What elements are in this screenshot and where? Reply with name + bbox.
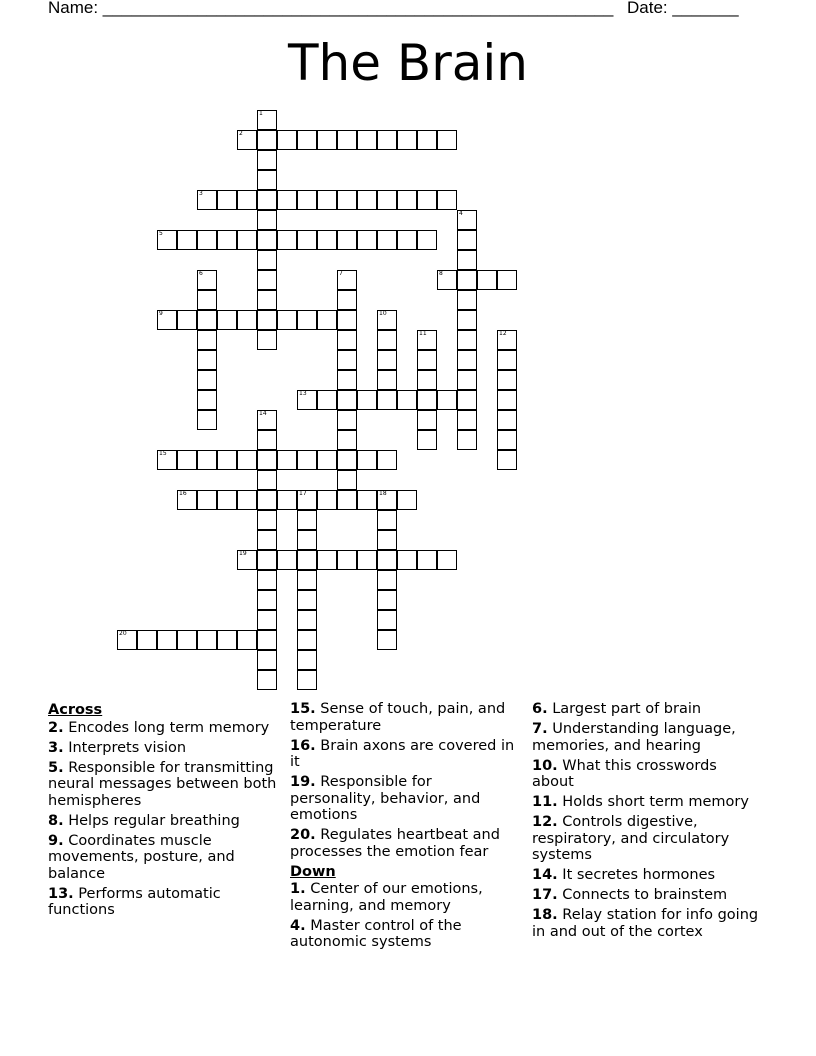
grid-cell[interactable] (177, 490, 197, 510)
grid-cell[interactable] (317, 450, 337, 470)
clue-item-text: What this crosswords about (532, 757, 717, 790)
grid-cell[interactable] (297, 650, 317, 670)
clue-item-text: Relay station for info going in and out of the cortex (532, 907, 759, 940)
grid-cell[interactable] (337, 410, 357, 430)
grid-cell[interactable] (257, 490, 277, 510)
clue-number: 11 (419, 330, 427, 337)
clue-number: 3 (199, 190, 203, 197)
grid-cell[interactable] (257, 210, 277, 230)
clue-column-2 (290, 701, 520, 954)
page-title: The Brain (288, 34, 528, 92)
clue-column-1 (48, 701, 278, 922)
grid-cell[interactable] (297, 570, 317, 590)
grid-cell[interactable] (317, 550, 337, 570)
clue-number: 10 (379, 310, 387, 317)
grid-cell[interactable] (277, 450, 297, 470)
grid-cell[interactable] (337, 230, 357, 250)
grid-cell[interactable] (377, 370, 397, 390)
clue-item-number: 13. (48, 885, 74, 902)
grid-cell[interactable] (197, 390, 217, 410)
clue-item-text: Brain axons are covered in it (290, 737, 515, 770)
clue-item-number: 15. (290, 701, 316, 717)
grid-cell[interactable] (397, 390, 417, 410)
clue-item-number: 14. (532, 867, 558, 883)
clue-item (290, 827, 520, 860)
grid-cell[interactable] (397, 550, 417, 570)
clue-number: 12 (499, 330, 507, 337)
grid-cell[interactable] (297, 630, 317, 650)
grid-cell[interactable] (437, 390, 457, 410)
grid-cell[interactable] (257, 670, 277, 690)
grid-cell[interactable] (277, 130, 297, 150)
grid-cell[interactable] (357, 230, 377, 250)
grid-cell[interactable] (497, 330, 517, 350)
clue-column-3 (532, 701, 762, 944)
clue-item-number: 11. (532, 794, 558, 810)
grid-cell[interactable] (337, 290, 357, 310)
grid-cell[interactable] (457, 370, 477, 390)
clue-item (290, 774, 520, 824)
grid-cell[interactable] (357, 390, 377, 410)
grid-cell[interactable] (357, 550, 377, 570)
grid-cell[interactable] (257, 470, 277, 490)
grid-cell[interactable] (157, 310, 177, 330)
grid-cell[interactable] (497, 350, 517, 370)
clue-number: 14 (259, 410, 267, 417)
clue-item (532, 867, 762, 884)
grid-cell[interactable] (277, 310, 297, 330)
clue-item-text: Responsible for transmitting neural messages between both hemispheres (48, 759, 277, 809)
grid-cell[interactable] (497, 270, 517, 290)
grid-cell[interactable] (217, 190, 237, 210)
clue-section-heading: Down (290, 863, 336, 880)
grid-cell[interactable] (497, 370, 517, 390)
clue-item-text: Encodes long term memory (68, 719, 270, 736)
clue-item-text: Helps regular breathing (68, 812, 240, 829)
grid-cell[interactable] (457, 290, 477, 310)
grid-cell[interactable] (377, 490, 397, 510)
grid-cell[interactable] (377, 590, 397, 610)
grid-cell[interactable] (237, 190, 257, 210)
grid-cell[interactable] (437, 130, 457, 150)
grid-cell[interactable] (257, 570, 277, 590)
grid-cell[interactable] (197, 230, 217, 250)
grid-cell[interactable] (377, 190, 397, 210)
grid-cell[interactable] (177, 230, 197, 250)
clue-item-number: 7. (532, 721, 548, 737)
grid-cell[interactable] (497, 430, 517, 450)
grid-cell[interactable] (417, 370, 437, 390)
grid-cell[interactable] (197, 350, 217, 370)
grid-cell[interactable] (257, 190, 277, 210)
grid-cell[interactable] (337, 430, 357, 450)
grid-cell[interactable] (237, 630, 257, 650)
grid-cell[interactable] (337, 270, 357, 290)
grid-cell[interactable] (237, 130, 257, 150)
grid-cell[interactable] (257, 130, 277, 150)
clue-item-text: Master control of the autonomic systems (290, 917, 462, 950)
grid-cell[interactable] (217, 490, 237, 510)
grid-cell[interactable] (477, 270, 497, 290)
grid-cell[interactable] (417, 190, 437, 210)
grid-cell[interactable] (457, 230, 477, 250)
clue-item-text: Controls digestive, respiratory, and circulatory systems (532, 814, 730, 863)
clue-item (48, 720, 278, 737)
clue-item-number: 2. (48, 719, 64, 736)
grid-cell[interactable] (377, 310, 397, 330)
grid-cell[interactable] (417, 350, 437, 370)
grid-cell[interactable] (257, 410, 277, 430)
grid-cell[interactable] (357, 450, 377, 470)
clue-number: 20 (119, 630, 127, 637)
grid-cell[interactable] (377, 570, 397, 590)
clue-item (532, 758, 762, 791)
clue-item-number: 8. (48, 812, 64, 829)
clue-item-number: 12. (532, 814, 558, 830)
grid-cell[interactable] (457, 250, 477, 270)
clue-item-number: 3. (48, 739, 64, 756)
clue-number: 15 (159, 450, 167, 457)
clue-number: 8 (439, 270, 443, 277)
grid-cell[interactable] (197, 190, 217, 210)
grid-cell[interactable] (377, 530, 397, 550)
clue-item (48, 833, 278, 883)
grid-cell[interactable] (337, 490, 357, 510)
grid-cell[interactable] (317, 310, 337, 330)
grid-cell[interactable] (457, 270, 477, 290)
grid-cell[interactable] (257, 290, 277, 310)
grid-cell[interactable] (117, 630, 137, 650)
grid-cell[interactable] (257, 450, 277, 470)
grid-cell[interactable] (237, 550, 257, 570)
clue-number: 2 (239, 130, 243, 137)
clue-item-number: 19. (290, 774, 316, 790)
grid-cell[interactable] (417, 550, 437, 570)
grid-cell[interactable] (257, 530, 277, 550)
grid-cell[interactable] (217, 450, 237, 470)
grid-cell[interactable] (277, 190, 297, 210)
clue-item-number: 16. (290, 737, 316, 754)
clue-item-number: 17. (532, 887, 558, 903)
grid-cell[interactable] (457, 330, 477, 350)
grid-cell[interactable] (257, 230, 277, 250)
grid-cell[interactable] (157, 630, 177, 650)
clue-item (532, 907, 762, 940)
clue-item-text: Interprets vision (68, 739, 187, 756)
grid-cell[interactable] (197, 630, 217, 650)
grid-cell[interactable] (177, 630, 197, 650)
clue-number: 9 (159, 310, 163, 317)
grid-cell[interactable] (197, 310, 217, 330)
grid-cell[interactable] (337, 450, 357, 470)
grid-cell[interactable] (197, 450, 217, 470)
clue-item-text: Understanding language, memories, and hearing (532, 721, 736, 754)
grid-cell[interactable] (277, 490, 297, 510)
grid-cell[interactable] (257, 430, 277, 450)
grid-cell[interactable] (377, 230, 397, 250)
grid-cell[interactable] (397, 190, 417, 210)
clue-item-text: Coordinates muscle movements, posture, and balance (48, 832, 235, 882)
clue-number: 4 (459, 210, 463, 217)
grid-cell[interactable] (457, 390, 477, 410)
grid-cell[interactable] (297, 590, 317, 610)
grid-cell[interactable] (437, 270, 457, 290)
grid-cell[interactable] (377, 390, 397, 410)
grid-cell[interactable] (337, 370, 357, 390)
grid-cell[interactable] (297, 510, 317, 530)
clue-item-number: 1. (290, 881, 306, 897)
grid-cell[interactable] (457, 430, 477, 450)
clue-item-number: 9. (48, 832, 64, 849)
clue-item (532, 721, 762, 754)
grid-cell[interactable] (377, 510, 397, 530)
grid-cell[interactable] (157, 450, 177, 470)
grid-cell[interactable] (337, 190, 357, 210)
grid-cell[interactable] (357, 490, 377, 510)
grid-cell[interactable] (357, 190, 377, 210)
grid-cell[interactable] (417, 330, 437, 350)
clue-item (290, 881, 520, 914)
grid-cell[interactable] (377, 550, 397, 570)
clue-number: 13 (299, 390, 307, 397)
grid-cell[interactable] (497, 390, 517, 410)
grid-cell[interactable] (317, 490, 337, 510)
grid-cell[interactable] (197, 370, 217, 390)
grid-cell[interactable] (257, 650, 277, 670)
grid-cell[interactable] (377, 130, 397, 150)
grid-cell[interactable] (237, 310, 257, 330)
grid-cell[interactable] (257, 110, 277, 130)
date-field-label[interactable]: Date: _______ (627, 0, 739, 17)
clue-item-text: Largest part of brain (552, 701, 702, 717)
grid-cell[interactable] (377, 350, 397, 370)
grid-cell[interactable] (297, 130, 317, 150)
grid-cell[interactable] (257, 150, 277, 170)
clue-number: 6 (199, 270, 203, 277)
grid-cell[interactable] (337, 130, 357, 150)
grid-cell[interactable] (197, 290, 217, 310)
grid-cell[interactable] (397, 130, 417, 150)
grid-cell[interactable] (257, 590, 277, 610)
grid-cell[interactable] (377, 330, 397, 350)
grid-cell[interactable] (257, 310, 277, 330)
clue-item-number: 10. (532, 757, 558, 774)
clue-item-number: 5. (48, 759, 64, 776)
grid-cell[interactable] (197, 490, 217, 510)
clue-item-number: 20. (290, 827, 316, 843)
grid-cell[interactable] (377, 610, 397, 630)
grid-cell[interactable] (457, 210, 477, 230)
clue-item-text: Connects to brainstem (562, 887, 728, 903)
clue-item-number: 6. (532, 701, 548, 717)
grid-cell[interactable] (437, 550, 457, 570)
grid-cell[interactable] (237, 230, 257, 250)
grid-cell[interactable] (337, 550, 357, 570)
clue-item (48, 813, 278, 830)
clue-item (290, 738, 520, 771)
grid-cell[interactable] (417, 410, 437, 430)
clue-number: 7 (339, 270, 343, 277)
grid-cell[interactable] (197, 270, 217, 290)
grid-cell[interactable] (377, 450, 397, 470)
clue-item-text: Regulates heartbeat and processes the emotion fear (290, 827, 500, 860)
clue-item (48, 760, 278, 810)
clue-item (532, 701, 762, 718)
grid-cell[interactable] (417, 130, 437, 150)
grid-cell[interactable] (237, 490, 257, 510)
clue-number: 19 (239, 550, 247, 557)
grid-cell[interactable] (297, 490, 317, 510)
grid-cell[interactable] (257, 270, 277, 290)
grid-cell[interactable] (337, 350, 357, 370)
grid-cell[interactable] (297, 310, 317, 330)
grid-cell[interactable] (397, 490, 417, 510)
grid-cell[interactable] (297, 390, 317, 410)
grid-cell[interactable] (417, 430, 437, 450)
grid-cell[interactable] (257, 610, 277, 630)
clue-item (48, 886, 278, 919)
grid-cell[interactable] (217, 630, 237, 650)
grid-cell[interactable] (397, 230, 417, 250)
grid-cell[interactable] (497, 450, 517, 470)
name-field-label[interactable]: Name: ______________________________________________________ (48, 0, 614, 17)
grid-cell[interactable] (257, 550, 277, 570)
clue-number: 5 (159, 230, 163, 237)
grid-cell[interactable] (137, 630, 157, 650)
grid-cell[interactable] (297, 230, 317, 250)
clue-item (290, 918, 520, 951)
grid-cell[interactable] (317, 390, 337, 410)
grid-cell[interactable] (317, 190, 337, 210)
grid-cell[interactable] (417, 230, 437, 250)
grid-cell[interactable] (297, 190, 317, 210)
clue-item-text: It secretes hormones (562, 867, 716, 883)
grid-cell[interactable] (337, 330, 357, 350)
clue-item-text: Center of our emotions, learning, and memory (290, 881, 483, 914)
clue-number: 16 (179, 490, 187, 497)
grid-cell[interactable] (497, 410, 517, 430)
grid-cell[interactable] (237, 450, 257, 470)
grid-cell[interactable] (157, 230, 177, 250)
clue-item-number: 18. (532, 907, 558, 923)
grid-cell[interactable] (457, 310, 477, 330)
grid-cell[interactable] (297, 530, 317, 550)
grid-cell[interactable] (257, 510, 277, 530)
grid-cell[interactable] (377, 630, 397, 650)
grid-cell[interactable] (437, 190, 457, 210)
grid-cell[interactable] (177, 450, 197, 470)
grid-cell[interactable] (297, 450, 317, 470)
grid-cell[interactable] (177, 310, 197, 330)
clue-item (532, 794, 762, 811)
grid-cell[interactable] (217, 310, 237, 330)
clue-section-heading: Across (48, 702, 103, 718)
clue-number: 1 (259, 110, 263, 117)
grid-cell[interactable] (417, 390, 437, 410)
clue-item (290, 701, 520, 734)
grid-cell[interactable] (277, 230, 297, 250)
grid-cell[interactable] (337, 470, 357, 490)
clue-item (48, 740, 278, 757)
grid-cell[interactable] (257, 330, 277, 350)
clue-item-number: 4. (290, 917, 306, 934)
clue-item-text: Holds short term memory (562, 794, 749, 810)
grid-cell[interactable] (317, 130, 337, 150)
grid-cell[interactable] (197, 330, 217, 350)
grid-cell[interactable] (337, 390, 357, 410)
grid-cell[interactable] (297, 550, 317, 570)
grid-cell[interactable] (457, 410, 477, 430)
grid-cell[interactable] (217, 230, 237, 250)
grid-cell[interactable] (257, 170, 277, 190)
clue-number: 18 (379, 490, 387, 497)
grid-cell[interactable] (197, 410, 217, 430)
grid-cell[interactable] (277, 550, 297, 570)
clue-item (532, 814, 762, 864)
clue-item-text: Performs automatic functions (48, 885, 221, 918)
grid-cell[interactable] (297, 670, 317, 690)
clue-item-text: Sense of touch, pain, and temperature (290, 701, 506, 734)
clue-number: 17 (299, 490, 307, 497)
grid-cell[interactable] (337, 310, 357, 330)
grid-cell[interactable] (357, 130, 377, 150)
grid-cell[interactable] (317, 230, 337, 250)
grid-cell[interactable] (257, 250, 277, 270)
grid-cell[interactable] (257, 630, 277, 650)
clue-item (532, 887, 762, 904)
grid-cell[interactable] (457, 350, 477, 370)
grid-cell[interactable] (297, 610, 317, 630)
clue-item-text: Responsible for personality, behavior, and emotions (290, 774, 481, 823)
